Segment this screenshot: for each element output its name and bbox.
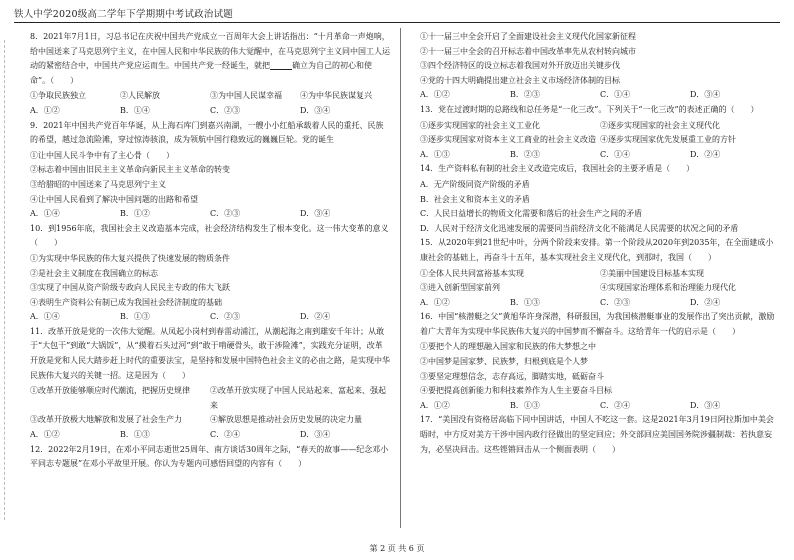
q11-option-a: A．①② (30, 430, 60, 440)
q16-options (420, 399, 780, 414)
q10-item: ②是社会主义制度在我国确立的标志 (30, 268, 158, 278)
q8-stem: 8．2021年7月1日，习总书记在庆祝中国共产党成立一百周年大会上讲话指出：“十月革命一声炮响，给中国送来了马克思列宁主义，在中国人民和中华民族的伟大觉醒中，在马克思列宁主义同中国工人运动的紧密结合中，中国共产党应运而生。中国共产党一经诞生，就把 (30, 32, 390, 71)
question-15 (420, 236, 780, 310)
q16-item: ④要把提高创新能力和科技素养作为人生主要奋斗目标 (420, 386, 612, 396)
q8-options (30, 104, 390, 119)
q10-item: ①为实现中华民族的伟大复兴提供了快速发展的物质条件 (30, 253, 230, 263)
q11-option-b: B．①③ (120, 430, 150, 440)
q12-item: ③四个经济特区的设立标志着我国对外开放迈出关键步伐 (420, 61, 620, 71)
q12-option-a: A．①② (420, 90, 450, 100)
q8-stem-end: 确立为自己的初心和使命”。（ ） (30, 61, 372, 85)
q16-item: ③要坚定理想信念，志存高远，脚踏实地，砥砺奋斗 (420, 371, 604, 381)
q15-option-a: A．①② (420, 297, 450, 307)
q10-option-a: A．①④ (30, 312, 60, 322)
q9-option-d: D．③④ (300, 209, 331, 219)
q9-item: ④让中国人民看到了解决中国问题的出路和希望 (30, 194, 198, 204)
q11-options (30, 428, 390, 443)
question-11 (30, 325, 390, 443)
q13-item: ①逐步实现国家的社会主义工业化 (420, 120, 540, 130)
q11-stem: 11．改革开放是党的一次伟大觉醒。从凤起小岗村到春雷动浦江，从潮起海之南到雄安千年计；从敢于“大包干”到敢“大锅饭”，从“摸着石头过河”到“敢于啃硬骨头，敢于涉险滩”，实践充分证明，改革开放是党和人民大踏步赶上时代的重要法宝，是坚持和发展中国特色社会主义的必由之路，是实现中华民族伟大复兴的关键一招。这是因为（ ） (30, 326, 390, 380)
q13-item: ④逐步实现国家优先发展重工业的方针 (600, 135, 736, 145)
q8-items (30, 89, 390, 104)
q14-choice-b: B．社会主义和资本主义的矛盾 (420, 194, 530, 204)
q8-item: ①争取民族独立 (30, 91, 86, 101)
q12-item: ②十一届三中全会的召开标志着中国改革率先从农村转向城市 (420, 46, 636, 56)
q10-options (30, 310, 390, 325)
question-17 (420, 413, 780, 457)
q15-option-d: D．②④ (690, 297, 721, 307)
q11-item: ②改革开放实现了中国人民站起来、富起来、强起来 (210, 386, 386, 410)
q11-item: ④解放思想是推动社会历史发展的决定力量 (210, 415, 362, 425)
q11-items-row-1 (30, 384, 390, 413)
header-rule (14, 22, 780, 23)
page-footer: 第 2 页 共 6 页 (369, 544, 425, 553)
q16-option-c: C．②④ (600, 400, 631, 410)
q9-option-a: A．①④ (30, 209, 60, 219)
question-12-continued (420, 30, 780, 103)
q12-item: ④党的十四大明确提出建立社会主义市场经济体制的目标 (420, 75, 620, 85)
question-16 (420, 310, 780, 413)
q13-item: ③逐步实现国家对资本主义工商业的社会主义改造 (420, 135, 596, 145)
q8-option-a: A．①② (30, 105, 60, 115)
q11-item: ①改革开放能够顺应时代潮流，把握历史规律 (30, 386, 190, 396)
q16-stem: 16．中国“核潜艇之父”黄旭华许身深潜，科研报国，为我国核潜艇事业的发展作出了突出贡献，激励着广大青年为实现中华民族伟大复兴的中国梦而不懈奋斗。这给青年一代的启示是（ ） (420, 312, 775, 336)
q15-option-c: C．②③ (600, 297, 631, 307)
question-9 (30, 119, 390, 222)
q12-option-c: C．①④ (600, 90, 631, 100)
q9-option-b: B．①② (120, 209, 150, 219)
q15-item: ③进入创新型国家前列 (420, 283, 500, 293)
q15-options (420, 296, 780, 311)
q15-items-row-2 (420, 281, 780, 296)
q13-option-c: C．①④ (600, 149, 631, 159)
page-header: 铁人中学2020级高二学年下学期期中考试政治试题 (14, 9, 233, 20)
q12-item: ①十一届三中全会开启了全面建设社会主义现代化国家新征程 (420, 32, 636, 41)
q10-item: ③实现了中国从资产阶级专政向人民民主专政的伟大飞跃 (30, 283, 230, 293)
q8-item: ④为中华民族谋复兴 (300, 91, 372, 101)
q12-stem: 12．2022年2月19日，在邓小平同志逝世25周年、南方谈话30周年之际，“春天的故事——纪念邓小平同志专题展”在邓小平故里开展。你认为专题内可感悟回望的内容有（ ） (30, 444, 389, 469)
q11-items-row-2 (30, 413, 390, 428)
q12-option-d: D．③④ (690, 90, 721, 100)
q10-option-c: C．②③ (210, 312, 241, 322)
q11-option-c: C．②④ (210, 430, 241, 440)
q8-option-b: B．①④ (120, 105, 150, 115)
q16-option-b: B．①③ (510, 400, 540, 410)
question-8 (30, 30, 390, 119)
q8-blank (270, 59, 292, 70)
q8-item: ③为中国人民谋幸福 (210, 91, 282, 101)
q11-option-d: D．③④ (300, 430, 331, 440)
q16-item: ①要把个人的理想融入国家和民族的伟大梦想之中 (420, 342, 596, 352)
q13-items-row-1 (420, 119, 780, 134)
q14-choice-a: A．无产阶级同资产阶级的矛盾 (420, 179, 530, 189)
q17-stem: 17．“美国没有资格居高临下同中国讲话，中国人不吃这一套。这是2021年3月19日阿拉斯加中美会晤时，中方反对美方干涉中国内政行径做出的坚定回应；外交部回应美国国务院涉疆制裁：若执意妄为，必坚决回击。这些铿锵回击从一个侧面表明（ ） (420, 415, 774, 454)
q15-item: ①全体人民共同富裕基本实现 (420, 268, 524, 278)
q9-item: ②标志着中国由旧民主主义革命向新民主主义革命的转变 (30, 165, 230, 175)
q14-stem: 14．生产资料私有制的社会主义改造完成后，我国社会的主要矛盾是（ ） (420, 164, 695, 174)
q10-option-d: D．②④ (300, 312, 331, 322)
q15-stem: 15．从2020年到21世纪中叶，分两个阶段来安排。第一个阶段从2020年到2035年，在全面建成小康社会的基础上，再奋斗十五年，基本实现社会主义现代化，到那时，我国（ ） (420, 238, 774, 262)
q13-option-d: D．②④ (690, 149, 721, 159)
q8-item: ②人民解放 (120, 91, 160, 101)
q8-option-c: C．②③ (210, 105, 241, 115)
q13-option-a: A．①③ (420, 149, 450, 159)
q16-option-a: A．①② (420, 400, 450, 410)
q9-options (30, 207, 390, 222)
q12-option-b: B．②③ (510, 90, 540, 100)
q16-item: ②中国梦是国家梦、民族梦，归根到底是个人梦 (420, 357, 588, 367)
q9-stem: 9．2021年中国共产党百年华诞，从上海石库门到嘉兴南湖，一艘小小红船承载着人民的重托、民族的希望，越过急流险滩，穿过惊涛骇浪，成为领航中国行稳致远的巍巍巨轮。党的诞生 (30, 120, 384, 145)
q15-option-b: B．①③ (510, 297, 540, 307)
question-12 (30, 443, 390, 472)
q15-items-row-1 (420, 267, 780, 282)
q10-item: ④表明生产资料公有制已成为我国社会经济制度的基础 (30, 297, 222, 307)
q16-option-d: D．③④ (690, 400, 721, 410)
q9-item: ③给腊昭的中国送来了马克思列宁主义 (30, 179, 166, 189)
right-column (420, 30, 780, 520)
q10-option-b: B．①③ (120, 312, 150, 322)
left-column (30, 30, 390, 520)
q12-options (420, 88, 780, 103)
q13-options (420, 148, 780, 163)
question-14 (420, 162, 780, 236)
q8-option-d: D．③④ (300, 105, 331, 115)
q9-item: ①让中国人民斗争中有了主心骨（ ） (30, 150, 174, 160)
q13-items-row-2 (420, 133, 780, 148)
q14-choice-c: C．人民日益增长的物质文化需要和落后的社会生产之间的矛盾 (420, 209, 643, 219)
question-13 (420, 103, 780, 162)
question-10 (30, 222, 390, 325)
q15-item: ④实现国家治理体系和治理能力现代化 (600, 283, 736, 293)
q9-option-c: C．②③ (210, 209, 241, 219)
column-divider (400, 28, 401, 528)
q13-option-b: B．②③ (510, 149, 540, 159)
q14-choice-d: D．人民对于经济文化迅速发展的需要同当前经济文化不能满足人民需要的状况之间的矛盾 (420, 223, 739, 233)
q13-item: ②逐步实现国家的社会主义现代化 (600, 120, 720, 130)
q13-stem: 13．党在过渡时期的总路线和总任务是“一化三改”。下列关于“一化三改”的表述正确的（ ） (420, 104, 759, 114)
q11-item: ③改革开放极大地解放和发展了社会生产力 (30, 415, 182, 425)
q15-item: ②美丽中国建设目标基本实现 (600, 268, 704, 278)
q10-stem: 10．到1956年底，我国社会主义改造基本完成，社会经济结构发生了根本变化。这一伟大变革的意义（ ） (30, 223, 389, 248)
binding-margin (4, 40, 11, 520)
